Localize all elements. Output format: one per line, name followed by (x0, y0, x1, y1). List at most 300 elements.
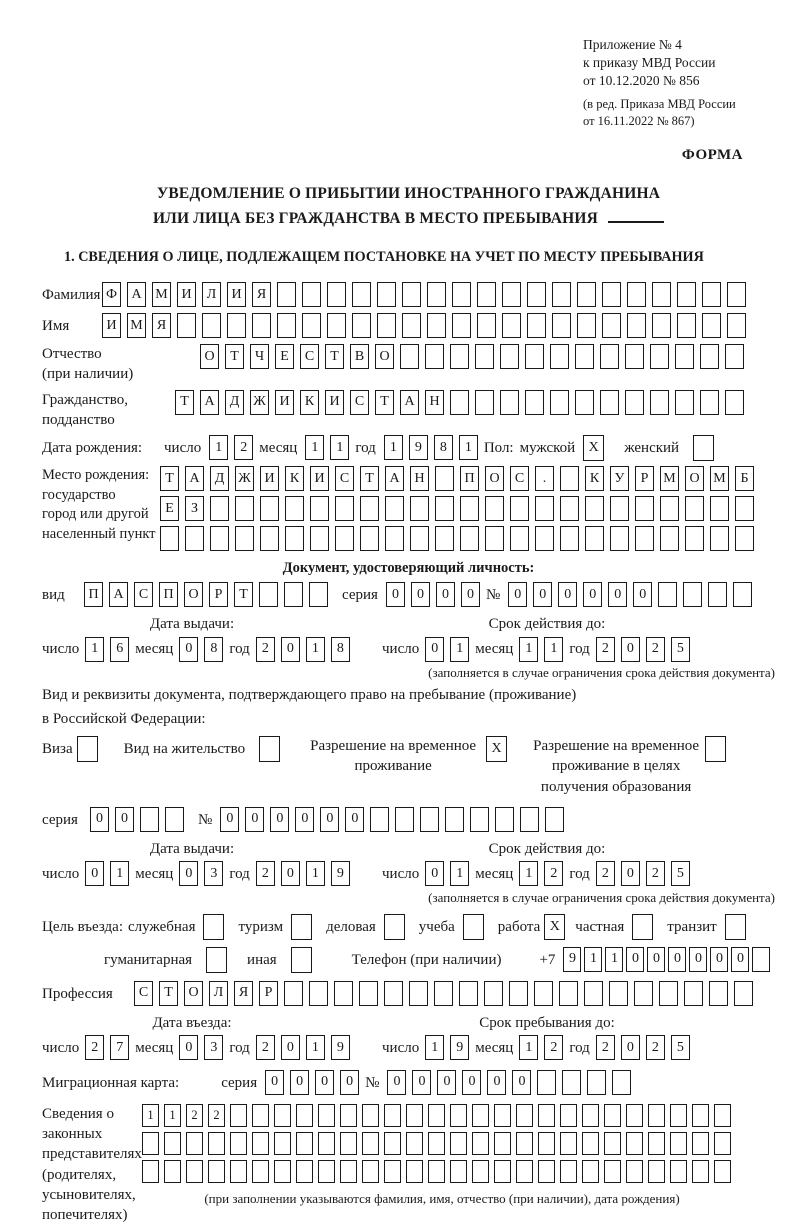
char-box[interactable] (377, 313, 396, 338)
char-box[interactable]: Р (635, 466, 654, 491)
char-box[interactable] (210, 496, 229, 521)
char-box[interactable] (560, 496, 579, 521)
char-box[interactable]: 0 (411, 582, 430, 607)
char-box[interactable] (384, 1132, 401, 1155)
char-box[interactable] (252, 1104, 269, 1127)
char-box[interactable] (435, 466, 454, 491)
char-box[interactable] (627, 313, 646, 338)
char-box[interactable]: 0 (647, 947, 665, 972)
char-box[interactable] (445, 807, 464, 832)
char-box[interactable]: П (460, 466, 479, 491)
char-box[interactable]: 0 (290, 1070, 309, 1095)
char-box[interactable] (259, 582, 278, 607)
char-box[interactable] (626, 1132, 643, 1155)
char-box[interactable]: Б (735, 466, 754, 491)
char-box[interactable] (602, 313, 621, 338)
char-box[interactable]: 0 (315, 1070, 334, 1095)
char-box[interactable]: 1 (519, 637, 538, 662)
char-box[interactable]: 0 (281, 637, 300, 662)
char-box[interactable] (360, 526, 379, 551)
char-box[interactable] (460, 496, 479, 521)
char-box[interactable] (714, 1104, 731, 1127)
char-box[interactable] (725, 390, 744, 415)
char-box[interactable]: 3 (204, 861, 223, 886)
char-box[interactable] (610, 526, 629, 551)
char-box[interactable] (252, 313, 271, 338)
char-box[interactable] (670, 1160, 687, 1183)
char-box[interactable]: 0 (320, 807, 339, 832)
char-box[interactable]: И (325, 390, 344, 415)
char-box[interactable] (714, 1132, 731, 1155)
char-box[interactable] (700, 344, 719, 369)
char-box[interactable] (560, 1160, 577, 1183)
char-box[interactable]: 1 (110, 861, 129, 886)
char-box[interactable] (604, 1160, 621, 1183)
char-box[interactable] (384, 1160, 401, 1183)
char-box[interactable] (733, 582, 752, 607)
char-box[interactable] (692, 1104, 709, 1127)
char-box[interactable]: В (350, 344, 369, 369)
char-box[interactable] (260, 496, 279, 521)
char-box[interactable]: С (134, 981, 153, 1006)
char-box[interactable] (428, 1160, 445, 1183)
char-box[interactable] (604, 1132, 621, 1155)
char-box[interactable]: 7 (110, 1035, 129, 1060)
char-box[interactable]: 1 (544, 637, 563, 662)
char-box[interactable] (402, 282, 421, 307)
char-box[interactable] (450, 344, 469, 369)
char-box[interactable] (562, 1070, 581, 1095)
char-box[interactable]: 1 (519, 861, 538, 886)
char-box[interactable]: 2 (256, 861, 275, 886)
char-box[interactable]: Д (225, 390, 244, 415)
char-box[interactable] (550, 344, 569, 369)
char-box[interactable] (670, 1132, 687, 1155)
char-box[interactable] (685, 496, 704, 521)
char-box[interactable] (710, 526, 729, 551)
char-box[interactable]: 0 (633, 582, 652, 607)
char-box[interactable] (560, 466, 579, 491)
char-box[interactable] (459, 981, 478, 1006)
char-box[interactable]: 0 (621, 637, 640, 662)
char-box[interactable]: И (275, 390, 294, 415)
char-box[interactable] (370, 807, 389, 832)
char-box[interactable] (527, 282, 546, 307)
char-box[interactable]: 6 (110, 637, 129, 662)
char-box[interactable]: 2 (186, 1104, 203, 1127)
char-box[interactable]: 0 (533, 582, 552, 607)
char-box[interactable] (735, 496, 754, 521)
purpose-private-checkbox[interactable] (632, 914, 653, 940)
char-box[interactable]: 2 (208, 1104, 225, 1127)
char-box[interactable] (359, 981, 378, 1006)
char-box[interactable]: Ж (235, 466, 254, 491)
char-box[interactable] (727, 282, 746, 307)
char-box[interactable]: Я (252, 282, 271, 307)
char-box[interactable]: 1 (306, 1035, 325, 1060)
purpose-tourism-checkbox[interactable] (291, 914, 312, 940)
char-box[interactable] (625, 390, 644, 415)
char-box[interactable] (235, 496, 254, 521)
char-box[interactable] (409, 981, 428, 1006)
char-box[interactable]: 0 (461, 582, 480, 607)
char-box[interactable]: 2 (646, 1035, 665, 1060)
char-box[interactable] (500, 344, 519, 369)
char-box[interactable] (362, 1104, 379, 1127)
char-box[interactable]: Т (360, 466, 379, 491)
char-box[interactable]: Т (225, 344, 244, 369)
char-box[interactable] (186, 1132, 203, 1155)
char-box[interactable]: 9 (331, 861, 350, 886)
char-box[interactable] (164, 1132, 181, 1155)
char-box[interactable] (318, 1104, 335, 1127)
char-box[interactable]: 0 (621, 1035, 640, 1060)
char-box[interactable] (165, 807, 184, 832)
char-box[interactable] (494, 1104, 511, 1127)
temp-residence-checkbox[interactable]: X (486, 736, 507, 762)
char-box[interactable] (652, 313, 671, 338)
char-box[interactable]: . (535, 466, 554, 491)
char-box[interactable] (230, 1160, 247, 1183)
char-box[interactable] (327, 282, 346, 307)
char-box[interactable]: Ч (250, 344, 269, 369)
char-box[interactable] (395, 807, 414, 832)
char-box[interactable]: 9 (409, 435, 428, 460)
char-box[interactable] (602, 282, 621, 307)
char-box[interactable] (538, 1132, 555, 1155)
char-box[interactable] (362, 1160, 379, 1183)
char-box[interactable]: 9 (331, 1035, 350, 1060)
char-box[interactable] (285, 496, 304, 521)
char-box[interactable] (284, 582, 303, 607)
char-box[interactable] (485, 526, 504, 551)
char-box[interactable]: 2 (596, 637, 615, 662)
char-box[interactable] (335, 496, 354, 521)
char-box[interactable] (502, 313, 521, 338)
char-box[interactable] (509, 981, 528, 1006)
char-box[interactable] (612, 1070, 631, 1095)
purpose-humanitarian-checkbox[interactable] (206, 947, 227, 973)
char-box[interactable]: А (185, 466, 204, 491)
char-box[interactable] (274, 1104, 291, 1127)
char-box[interactable] (470, 807, 489, 832)
char-box[interactable]: 2 (234, 435, 253, 460)
char-box[interactable]: Я (152, 313, 171, 338)
char-box[interactable] (725, 344, 744, 369)
char-box[interactable]: З (185, 496, 204, 521)
char-box[interactable] (310, 526, 329, 551)
female-checkbox[interactable] (693, 435, 714, 461)
char-box[interactable] (648, 1104, 665, 1127)
char-box[interactable] (538, 1104, 555, 1127)
char-box[interactable]: 2 (256, 1035, 275, 1060)
char-box[interactable] (318, 1160, 335, 1183)
char-box[interactable] (626, 1160, 643, 1183)
char-box[interactable] (516, 1132, 533, 1155)
char-box[interactable]: М (710, 466, 729, 491)
char-box[interactable] (677, 282, 696, 307)
char-box[interactable]: 1 (384, 435, 403, 460)
char-box[interactable] (582, 1132, 599, 1155)
char-box[interactable]: Н (410, 466, 429, 491)
char-box[interactable] (227, 313, 246, 338)
char-box[interactable]: 1 (459, 435, 478, 460)
char-box[interactable] (494, 1160, 511, 1183)
char-box[interactable] (252, 1132, 269, 1155)
char-box[interactable] (296, 1132, 313, 1155)
char-box[interactable]: Е (160, 496, 179, 521)
char-box[interactable]: Л (209, 981, 228, 1006)
char-box[interactable]: 0 (608, 582, 627, 607)
char-box[interactable] (400, 344, 419, 369)
char-box[interactable] (260, 526, 279, 551)
male-checkbox[interactable]: X (583, 435, 604, 461)
char-box[interactable]: 0 (689, 947, 707, 972)
char-box[interactable] (545, 807, 564, 832)
char-box[interactable]: 0 (220, 807, 239, 832)
char-box[interactable]: Я (234, 981, 253, 1006)
char-box[interactable] (675, 344, 694, 369)
char-box[interactable]: 0 (425, 861, 444, 886)
char-box[interactable]: 0 (731, 947, 749, 972)
char-box[interactable]: 0 (281, 861, 300, 886)
char-box[interactable] (296, 1160, 313, 1183)
char-box[interactable] (575, 344, 594, 369)
char-box[interactable] (377, 282, 396, 307)
char-box[interactable]: М (127, 313, 146, 338)
char-box[interactable] (309, 981, 328, 1006)
char-box[interactable]: Т (160, 466, 179, 491)
char-box[interactable] (140, 807, 159, 832)
char-box[interactable] (384, 981, 403, 1006)
char-box[interactable] (700, 390, 719, 415)
char-box[interactable]: Т (375, 390, 394, 415)
char-box[interactable]: Ф (102, 282, 121, 307)
char-box[interactable]: 0 (462, 1070, 481, 1095)
char-box[interactable]: 0 (179, 637, 198, 662)
char-box[interactable]: О (685, 466, 704, 491)
char-box[interactable]: 0 (179, 861, 198, 886)
char-box[interactable]: Е (275, 344, 294, 369)
char-box[interactable]: У (610, 466, 629, 491)
char-box[interactable] (525, 344, 544, 369)
char-box[interactable] (472, 1160, 489, 1183)
char-box[interactable]: Т (234, 582, 253, 607)
char-box[interactable] (582, 1160, 599, 1183)
char-box[interactable]: 0 (345, 807, 364, 832)
char-box[interactable]: 8 (204, 637, 223, 662)
char-box[interactable] (384, 1104, 401, 1127)
char-box[interactable]: 0 (90, 807, 109, 832)
char-box[interactable] (604, 1104, 621, 1127)
char-box[interactable]: О (485, 466, 504, 491)
char-box[interactable] (577, 282, 596, 307)
char-box[interactable] (475, 344, 494, 369)
char-box[interactable] (500, 390, 519, 415)
char-box[interactable] (142, 1132, 159, 1155)
char-box[interactable] (302, 313, 321, 338)
char-box[interactable] (708, 582, 727, 607)
char-box[interactable]: 9 (563, 947, 581, 972)
char-box[interactable]: 3 (204, 1035, 223, 1060)
purpose-other-checkbox[interactable] (291, 947, 312, 973)
char-box[interactable]: 1 (584, 947, 602, 972)
char-box[interactable]: 0 (340, 1070, 359, 1095)
char-box[interactable] (318, 1132, 335, 1155)
char-box[interactable]: Н (425, 390, 444, 415)
char-box[interactable] (450, 1132, 467, 1155)
char-box[interactable] (538, 1160, 555, 1183)
char-box[interactable] (284, 981, 303, 1006)
char-box[interactable]: 1 (450, 637, 469, 662)
purpose-transit-checkbox[interactable] (725, 914, 746, 940)
char-box[interactable]: 0 (558, 582, 577, 607)
char-box[interactable] (450, 390, 469, 415)
char-box[interactable]: 2 (646, 861, 665, 886)
char-box[interactable] (675, 390, 694, 415)
char-box[interactable]: С (134, 582, 153, 607)
char-box[interactable]: 1 (425, 1035, 444, 1060)
char-box[interactable]: 0 (115, 807, 134, 832)
char-box[interactable]: 2 (646, 637, 665, 662)
char-box[interactable] (660, 496, 679, 521)
char-box[interactable] (230, 1104, 247, 1127)
char-box[interactable] (727, 313, 746, 338)
char-box[interactable] (635, 526, 654, 551)
char-box[interactable]: Д (210, 466, 229, 491)
char-box[interactable]: А (200, 390, 219, 415)
char-box[interactable] (164, 1160, 181, 1183)
char-box[interactable] (510, 526, 529, 551)
char-box[interactable] (274, 1132, 291, 1155)
char-box[interactable] (450, 1104, 467, 1127)
char-box[interactable]: С (335, 466, 354, 491)
char-box[interactable] (734, 981, 753, 1006)
char-box[interactable] (410, 496, 429, 521)
char-box[interactable]: О (184, 582, 203, 607)
char-box[interactable]: М (152, 282, 171, 307)
char-box[interactable] (560, 526, 579, 551)
char-box[interactable] (186, 1160, 203, 1183)
char-box[interactable] (659, 981, 678, 1006)
char-box[interactable] (535, 496, 554, 521)
char-box[interactable] (452, 313, 471, 338)
char-box[interactable] (648, 1160, 665, 1183)
char-box[interactable]: 1 (330, 435, 349, 460)
char-box[interactable]: И (177, 282, 196, 307)
char-box[interactable]: Т (325, 344, 344, 369)
char-box[interactable] (340, 1160, 357, 1183)
char-box[interactable] (626, 1104, 643, 1127)
char-box[interactable]: 0 (265, 1070, 284, 1095)
char-box[interactable]: 0 (179, 1035, 198, 1060)
char-box[interactable]: 1 (164, 1104, 181, 1127)
char-box[interactable]: 0 (295, 807, 314, 832)
purpose-official-checkbox[interactable] (203, 914, 224, 940)
char-box[interactable] (210, 526, 229, 551)
char-box[interactable]: 0 (710, 947, 728, 972)
char-box[interactable] (627, 282, 646, 307)
char-box[interactable]: М (660, 466, 679, 491)
char-box[interactable] (406, 1132, 423, 1155)
char-box[interactable]: 8 (331, 637, 350, 662)
char-box[interactable] (385, 496, 404, 521)
char-box[interactable] (477, 282, 496, 307)
char-box[interactable]: 0 (508, 582, 527, 607)
char-box[interactable] (714, 1160, 731, 1183)
char-box[interactable] (625, 344, 644, 369)
char-box[interactable] (340, 1132, 357, 1155)
char-box[interactable]: 8 (434, 435, 453, 460)
char-box[interactable] (670, 1104, 687, 1127)
char-box[interactable]: П (84, 582, 103, 607)
char-box[interactable] (560, 1104, 577, 1127)
char-box[interactable] (274, 1160, 291, 1183)
char-box[interactable] (309, 582, 328, 607)
char-box[interactable]: О (375, 344, 394, 369)
char-box[interactable]: 0 (512, 1070, 531, 1095)
char-box[interactable] (335, 526, 354, 551)
char-box[interactable] (177, 313, 196, 338)
char-box[interactable] (452, 282, 471, 307)
char-box[interactable]: 2 (544, 861, 563, 886)
char-box[interactable] (582, 1104, 599, 1127)
char-box[interactable] (202, 313, 221, 338)
char-box[interactable] (609, 981, 628, 1006)
char-box[interactable] (435, 496, 454, 521)
char-box[interactable] (327, 313, 346, 338)
char-box[interactable] (516, 1160, 533, 1183)
char-box[interactable] (735, 526, 754, 551)
char-box[interactable]: Л (202, 282, 221, 307)
char-box[interactable]: С (300, 344, 319, 369)
char-box[interactable]: 0 (412, 1070, 431, 1095)
char-box[interactable]: 0 (245, 807, 264, 832)
char-box[interactable]: О (200, 344, 219, 369)
char-box[interactable]: И (260, 466, 279, 491)
char-box[interactable] (752, 947, 770, 972)
char-box[interactable]: 5 (671, 861, 690, 886)
char-box[interactable] (585, 526, 604, 551)
char-box[interactable]: А (385, 466, 404, 491)
char-box[interactable]: С (510, 466, 529, 491)
char-box[interactable] (552, 282, 571, 307)
char-box[interactable]: 0 (387, 1070, 406, 1095)
char-box[interactable] (559, 981, 578, 1006)
char-box[interactable] (584, 981, 603, 1006)
char-box[interactable] (600, 344, 619, 369)
char-box[interactable] (683, 582, 702, 607)
char-box[interactable]: П (159, 582, 178, 607)
char-box[interactable]: И (310, 466, 329, 491)
char-box[interactable] (709, 981, 728, 1006)
char-box[interactable]: 1 (85, 637, 104, 662)
char-box[interactable] (208, 1160, 225, 1183)
char-box[interactable] (650, 390, 669, 415)
char-box[interactable] (520, 807, 539, 832)
char-box[interactable]: 0 (270, 807, 289, 832)
char-box[interactable] (285, 526, 304, 551)
char-box[interactable] (302, 282, 321, 307)
char-box[interactable] (477, 313, 496, 338)
char-box[interactable] (516, 1104, 533, 1127)
char-box[interactable] (235, 526, 254, 551)
char-box[interactable] (550, 390, 569, 415)
char-box[interactable]: 0 (85, 861, 104, 886)
char-box[interactable] (652, 282, 671, 307)
char-box[interactable] (352, 313, 371, 338)
char-box[interactable] (702, 282, 721, 307)
